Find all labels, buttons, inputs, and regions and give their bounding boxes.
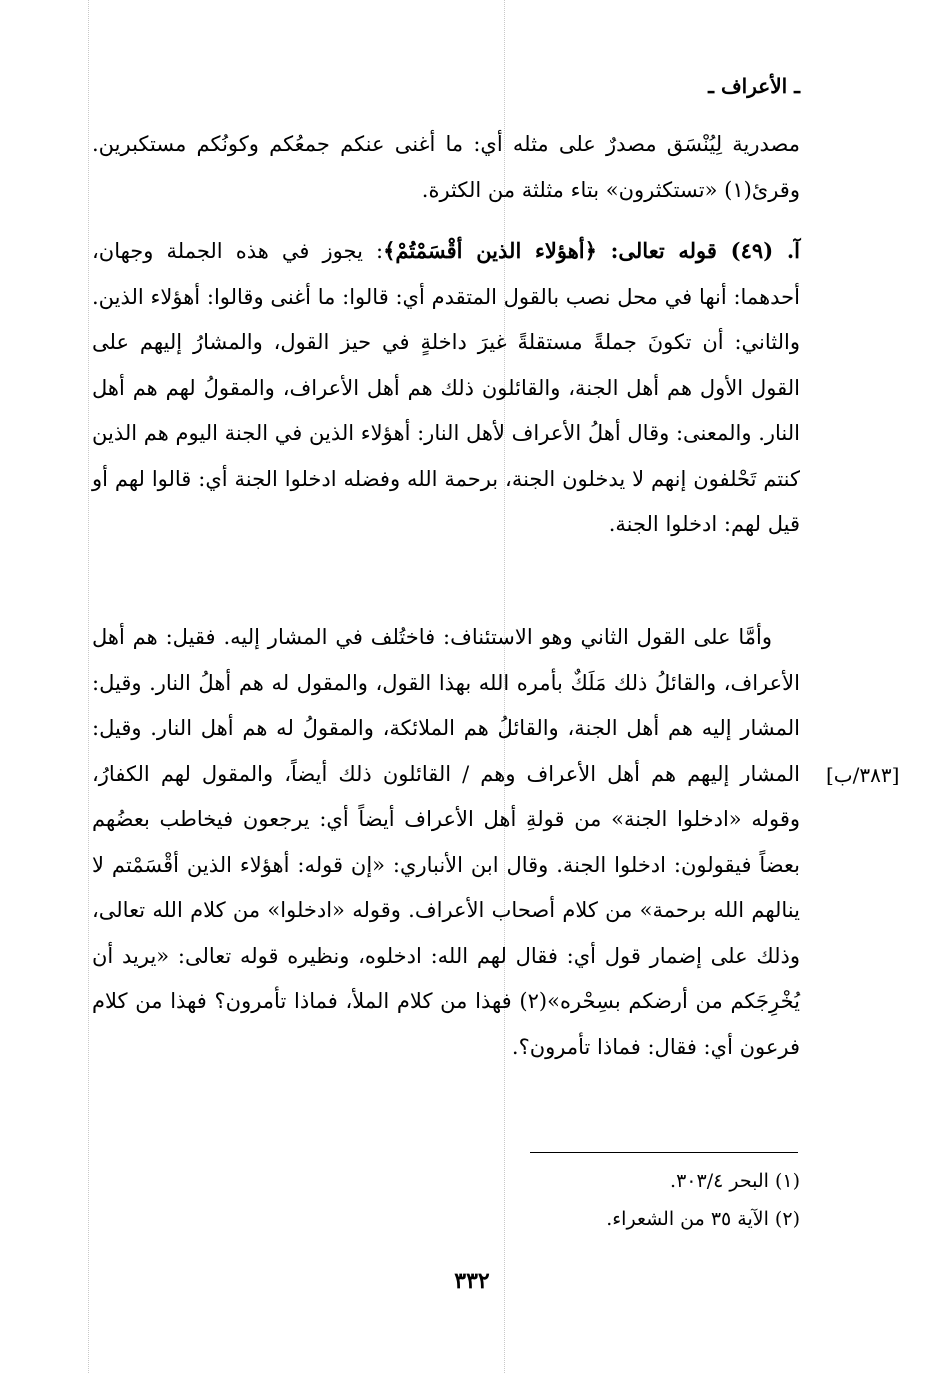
footnote-2: (٢) الآية ٣٥ من الشعراء. bbox=[606, 1208, 800, 1230]
paragraph-2-text: : يجوز في هذه الجملة وجهان، أحدهما: أنها في محل نصب بالقول المتقدم أي: قالوا: ما أغنى وقالوا: أهؤلاء الذين. والثاني: أن تكونَ جملةً مستقلةً غيرَ داخلةٍ في حيز القول، والمشارُ إليهم على القول الأول هم أهل الجنة، والقائلون ذلك هم أهل الأعراف، والمقولُ لهم هم أهل النار. والمعنى: وقال أهلُ الأعراف لأهل النار: أهؤلاء الذين في الجنة اليوم هم الذين كنتم تَحْلفون إنهم لا يدخلون الجنة، برحمة الله وفضله ادخلوا الجنة أي: قالوا لهم أو قيل لهم: ادخلوا الجنة. bbox=[92, 239, 800, 536]
verse-heading: آ. (٤٩) قوله تعالى: ﴿أهؤلاء الذين أقْسَمْتُمْ﴾ bbox=[383, 238, 800, 263]
paragraph-3 bbox=[92, 615, 800, 1070]
footnote-1: (١) البحر ٣٠٣/٤. bbox=[670, 1170, 800, 1192]
dotted-guide-line bbox=[88, 0, 89, 1373]
paragraph-3-text: وأمَّا على القول الثاني وهو الاستئناف: فاختُلف في المشار إليه. فقيل: هم أهل الأعراف، والقائلُ ذلك مَلَكٌ بأمره الله بهذا القول، والمقول له هم أهلُ النار. وقيل: المشار إليه هم أهل الجنة، والقائلُ هم الملائكة، والمقولُ له هم أهل النار. وقيل: المشار إليهم هم أهل الأعراف وهم / القائلون ذلك أيضاً، والمقول لهم الكفارُ، وقوله «ادخلوا الجنة» من قولةِ أهل الأعراف أيضاً أي: يرجعون فيخاطب بعضُهم بعضاً فيقولون: ادخلوا الجنة. وقال ابن الأنباري: «إن قوله: أهؤلاء الذين أقْسَمْتم لا ينالهم الله برحمة» من كلام أصحاب الأعراف. وقوله «ادخلوا» من كلام الله تعالى، وذلك على إضمار قول أي: فقال لهم الله: ادخلوه، ونظيره قوله تعالى: «يريد أن يُخْرِجَكم من أرضكم بسِحْره»(٢) فهذا من كلام الملأ، فماذا تأمرون؟ فهذا من كلام فرعون أي: فقال: فماذا تأمرون؟. bbox=[92, 625, 800, 1059]
footnotes bbox=[400, 1162, 800, 1238]
page-number: ٣٣٢ bbox=[454, 1268, 490, 1294]
paragraph-1 bbox=[92, 122, 800, 213]
manuscript-folio-marker: [٣٨٣/ب] bbox=[826, 763, 900, 787]
footnote-separator bbox=[530, 1152, 798, 1153]
paragraph-1-text: مصدرية لِيُنْسَق مصدرٌ على مثله أي: ما أغنى عنكم جمعُكم وكونُكم مستكبرين. وقرئ(١) «تستكثرون» بتاء مثلثة من الكثرة. bbox=[92, 132, 800, 202]
paragraph-2 bbox=[92, 228, 800, 548]
running-title: ـ الأعراف ـ bbox=[708, 74, 800, 98]
